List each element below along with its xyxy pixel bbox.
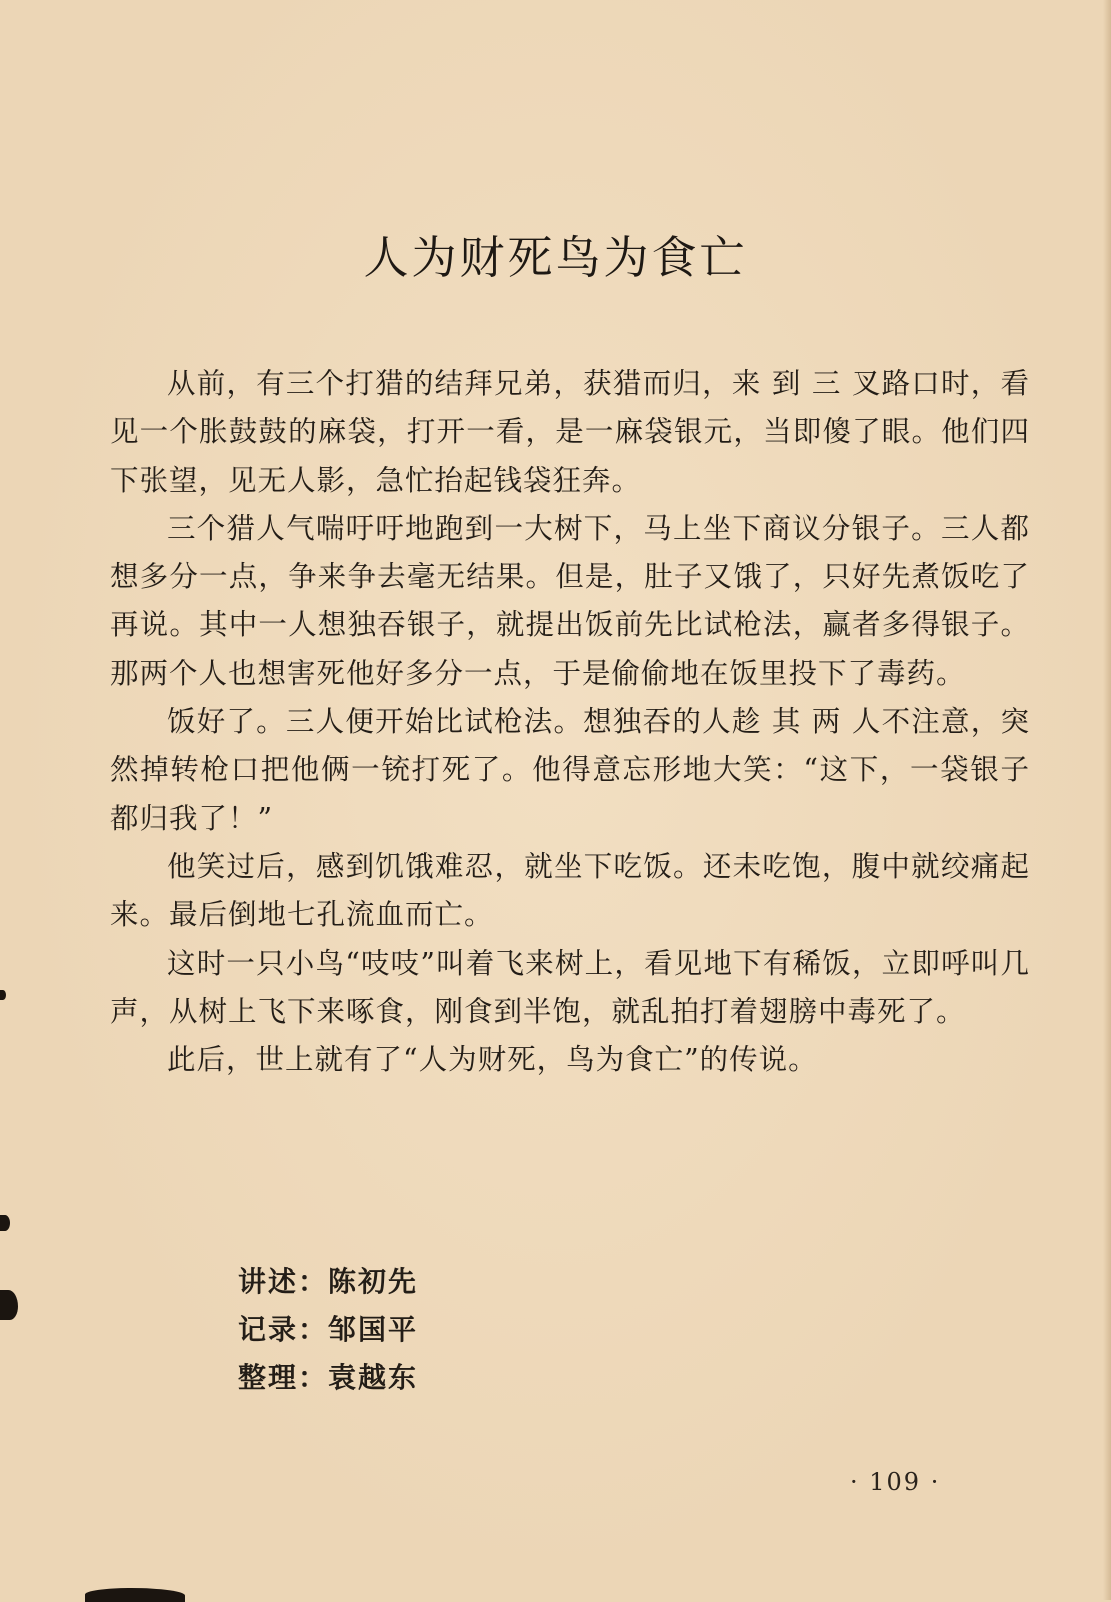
paragraph: 从前，有三个打猎的结拜兄弟，获猎而归，来 到 三 叉路口时，看见一个胀鼓鼓的麻袋，打开一看，是一麻袋银元，当即傻了眼。他们四下张望，见无人影，急忙抬起钱袋狂奔。 [110, 367, 1030, 497]
paragraph: 饭好了。三人便开始比试枪法。想独吞的人趁 其 两 人不注意，突然掉转枪口把他俩一铳打死了。他得意忘形地大笑：“这下，一袋银子都归我了！” [110, 705, 1030, 835]
paper-damage-mark [0, 990, 6, 1000]
paragraph: 三个猎人气喘吁吁地跑到一大树下，马上坐下商议分银子。三人都想多分一点，争来争去毫无结果。但是，肚子又饿了，只好先煮饭吃了再说。其中一人想独吞银子，就提出饭前先比试枪法，赢者多得银子。那两个人也想害死他好多分一点，于是偷偷地在饭里投下了毒药。 [110, 511, 1030, 690]
credit-label: 讲述： [238, 1265, 329, 1298]
paper-damage-mark [0, 1215, 10, 1231]
credit-name: 邹国平 [328, 1313, 419, 1346]
credit-editor [238, 1354, 418, 1402]
credit-recorder [238, 1306, 418, 1354]
paragraph: 他笑过后，感到饥饿难忍，就坐下吃饭。还未吃饱，腹中就绞痛起来。最后倒地七孔流血而亡。 [110, 849, 1030, 932]
credit-name: 陈初先 [328, 1265, 419, 1298]
credit-label: 整理： [238, 1361, 329, 1394]
credit-name: 袁越东 [328, 1361, 419, 1394]
story-body [110, 360, 1030, 1084]
credit-narrator [238, 1258, 418, 1306]
credit-label: 记录： [238, 1313, 329, 1346]
paragraph: 这时一只小鸟“吱吱”叫着飞来树上，看见地下有稀饭，立即呼叫几声，从树上飞下来啄食，刚食到半饱，就乱拍打着翅膀中毒死了。 [110, 946, 1030, 1028]
paragraph: 此后，世上就有了“人为财死，鸟为食亡”的传说。 [167, 1043, 818, 1077]
page-title: 人为财死鸟为食亡 [363, 231, 748, 284]
paper-damage-mark [0, 1290, 18, 1320]
page-number: · 109 · [850, 1468, 941, 1496]
credits-block [238, 1258, 418, 1402]
